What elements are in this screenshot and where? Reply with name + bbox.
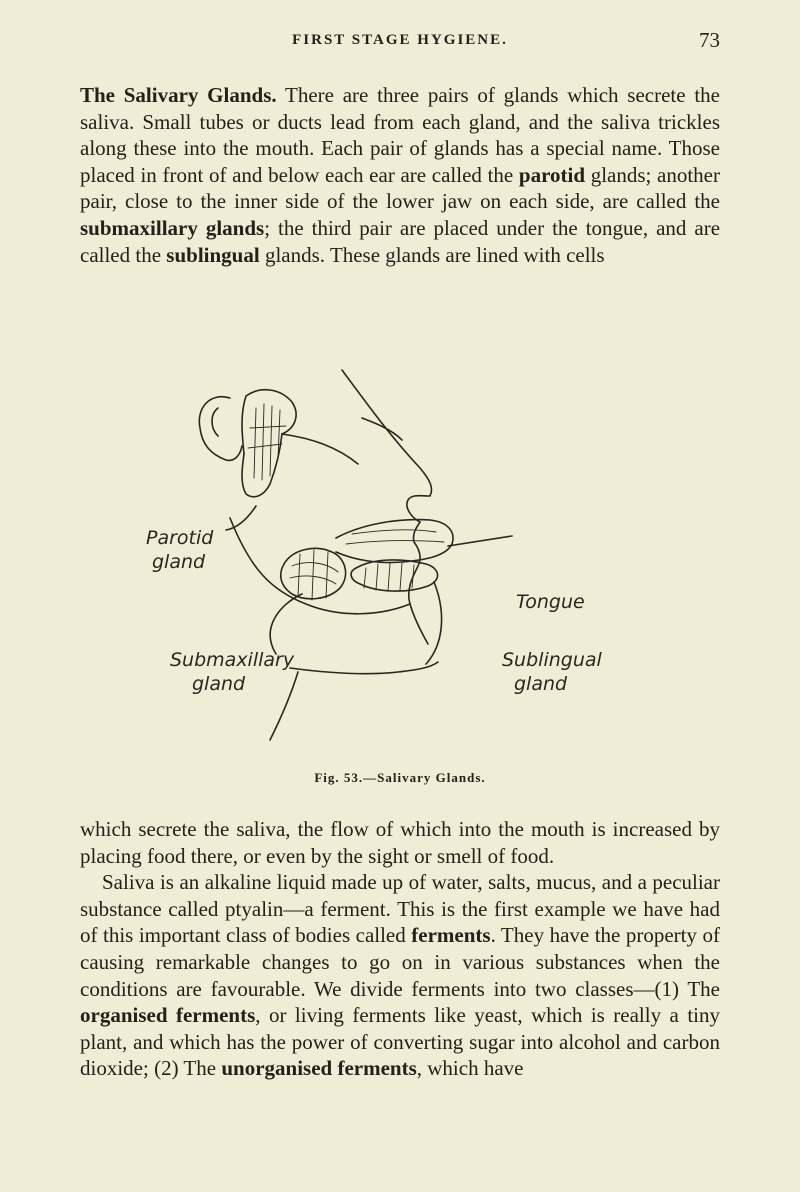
pointer-sublingual (426, 582, 442, 664)
face-profile-line (342, 370, 432, 644)
pointer-lower (270, 672, 298, 740)
paragraph-salivary-glands (80, 82, 720, 268)
ear-inner (212, 408, 218, 436)
para3-text-4: , which have (416, 1056, 524, 1081)
para3-text-3: , or living ferments like yeast, which is really a tiny plant, and which has the power of converting sugar into alcohol and carbon dioxide; (2) The (80, 1003, 720, 1081)
label-tongue: Tongue (516, 591, 585, 613)
section-heading: The Salivary Glands. (80, 83, 277, 107)
para3-text-1: Saliva is an alkaline liquid made up of water, salts, mucus, and a peculiar substance called ptyalin—a ferment. This is the first example we have had of this important class of bodies called (80, 870, 720, 948)
label-sublingual: Sublingual (502, 649, 602, 671)
label-parotid: Parotid (146, 527, 214, 549)
figure-salivary-glands (130, 368, 630, 758)
salivary-glands-illustration (130, 368, 630, 758)
term-unorganised-ferments: unorganised ferments (221, 1056, 417, 1081)
figure-caption: Fig. 53.—Salivary Glands. (314, 770, 486, 785)
pointer-tongue (448, 536, 512, 546)
page-header (80, 28, 720, 58)
pointer-submaxillary (270, 594, 302, 654)
para1-text-2: glands; another pair, close to the inner side of the lower jaw on each side, are called the (80, 162, 720, 214)
label-submaxillary-gland: gland (192, 673, 246, 695)
running-head: FIRST STAGE HYGIENE. (292, 32, 508, 48)
lip-line (362, 418, 402, 440)
ear-outline (199, 397, 242, 461)
page-number: 73 (699, 28, 720, 52)
paragraph-saliva (80, 816, 720, 1082)
para1-text-4: glands. These glands are lined with cells (259, 242, 605, 267)
parotid-gland-shape (242, 390, 296, 497)
term-ferments: ferments (411, 923, 491, 948)
pointer-jaw (290, 662, 438, 674)
term-organised-ferments: organised ferments (80, 1003, 256, 1028)
para1-text-3: ; the third pair are placed under the tongue, and are called the (80, 215, 721, 267)
term-parotid: parotid (518, 162, 586, 187)
label-parotid-gland: gland (152, 551, 206, 573)
term-submaxillary: submaxillary glands (80, 215, 265, 240)
jaw-line (230, 518, 410, 614)
para1-text-1: There are three pairs of glands which secrete the saliva. Small tubes or ducts lead from each gland, and the saliva trickles along these into the mouth. Each pair of glands has a special name. Those placed in front of and below each ear are called the (80, 83, 720, 187)
para2-text: which secrete the saliva, the flow of which into the mouth is increased by placing food there, or even by the sight or smell of food. (80, 817, 720, 868)
term-sublingual: sublingual (166, 242, 260, 267)
para3-text-2: . They have the property of causing remarkable changes to go on in various substances when the conditions are favourable. We divide ferments into two classes—(1) The (80, 923, 721, 1001)
parotid-duct (282, 434, 358, 464)
label-submaxillary: Submaxillary (170, 649, 295, 671)
label-sublingual-gland: gland (514, 673, 568, 695)
